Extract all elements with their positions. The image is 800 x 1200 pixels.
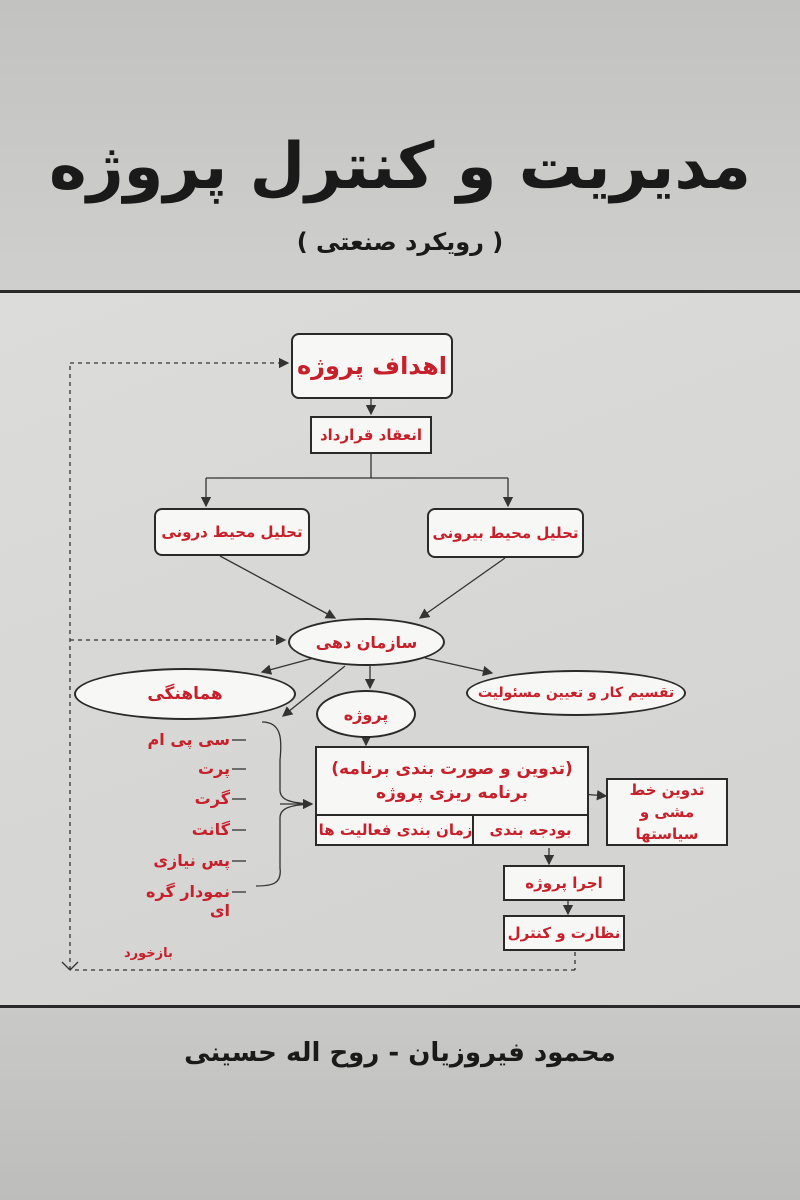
arrow-organizing-work: [425, 658, 492, 673]
project-ellipse: پروژه: [316, 690, 416, 738]
execution-box: اجرا پروژه: [503, 865, 625, 901]
work-division-ellipse: تقسیم کار و تعیین مسئولیت: [466, 670, 686, 716]
feedback-label: بازخورد: [124, 946, 173, 961]
book-authors: محمود فیروزیان - روح اله حسینی: [184, 1038, 616, 1068]
policies-box: تدوین خط مشی و سیاستها: [606, 778, 728, 846]
coordination-ellipse: هماهنگی: [74, 668, 296, 720]
contract-box: انعقاد قرارداد: [310, 416, 432, 454]
planning-line-2: برنامه ریزی پروژه: [375, 783, 529, 803]
book-subtitle: ( رویکرد صنعتی ): [296, 228, 504, 256]
organizing-ellipse: سازمان دهی: [288, 618, 445, 666]
monitoring-box: نظارت و کنترل: [503, 915, 625, 951]
planning-box: [315, 746, 589, 846]
tool-precedence: پس نیازی: [153, 851, 230, 870]
goals-box: اهداف پروژه: [291, 333, 453, 399]
tool-pert: پرت: [197, 759, 230, 778]
planning-line-1: (تدوین و صورت بندی برنامه): [331, 759, 573, 779]
tool-cpm: سی پی ام: [147, 730, 230, 749]
scheduling-cell: زمان بندی فعالیت ها: [317, 814, 474, 844]
book-title: مدیریت و کنترل پروژه: [49, 130, 751, 204]
external-analysis-box: تحلیل محیط بیرونی: [427, 508, 584, 558]
arrow-internal-organizing: [220, 556, 335, 618]
budgeting-cell: بودجه بندی: [472, 814, 587, 844]
internal-analysis-box: تحلیل محیط درونی: [154, 508, 310, 556]
arrow-external-organizing: [420, 558, 505, 618]
tool-gantt: گانت: [191, 820, 230, 839]
tool-node-diagram: نمودار گره ای: [146, 882, 230, 920]
tool-gert: گرت: [194, 789, 230, 808]
planning-header: [317, 748, 587, 814]
